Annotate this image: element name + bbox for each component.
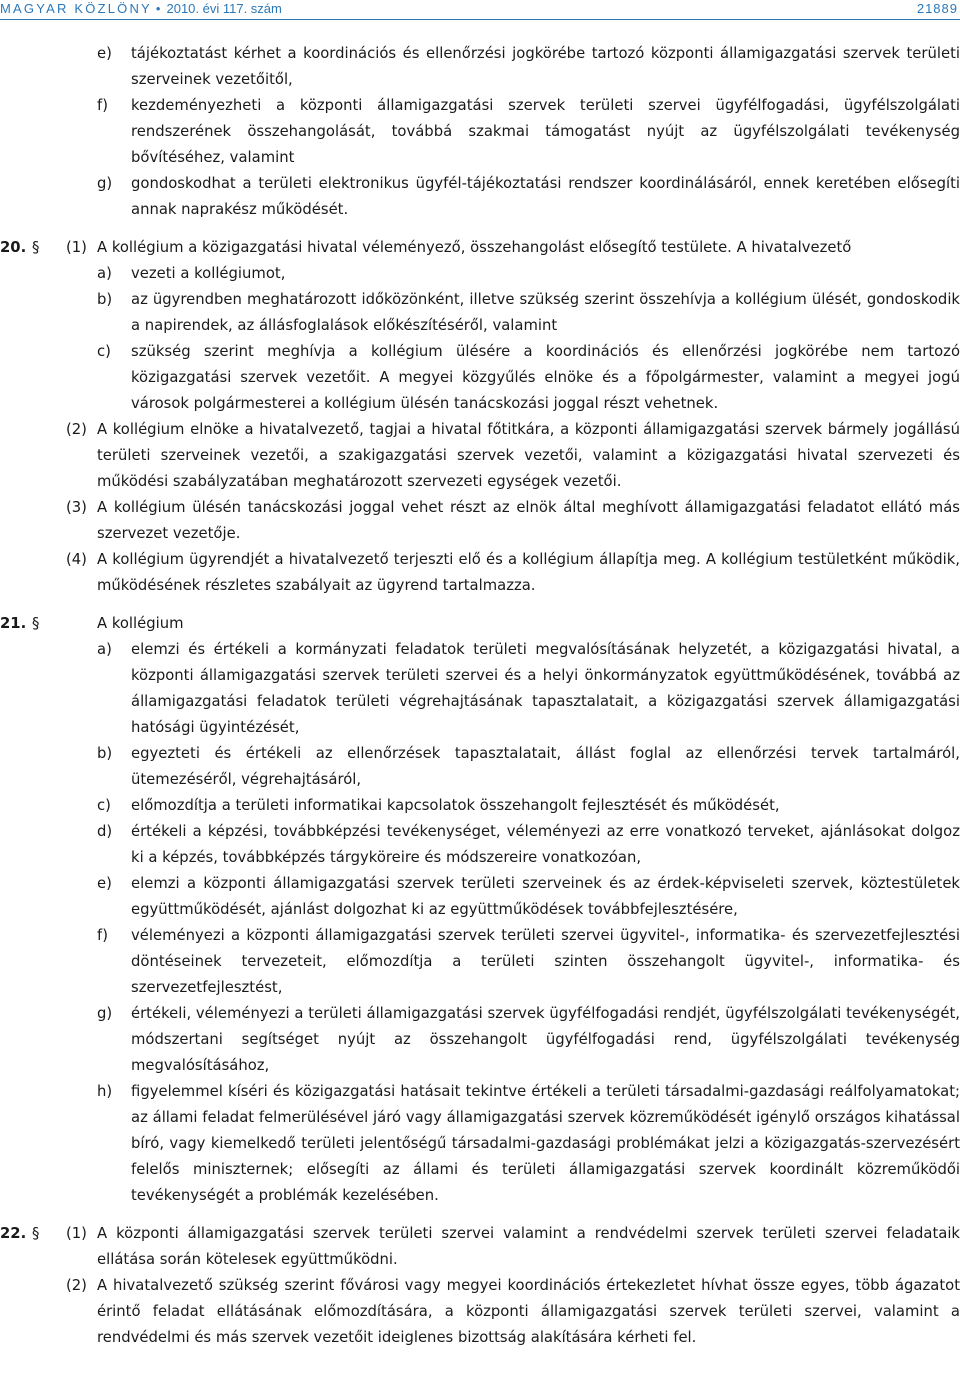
section-number: 21. <box>0 615 27 632</box>
item-text: értékeli a képzési, továbbképzési tevékenységet, véleményezi az erre vonatkozó terveket, ajánlásokat dolgoz ki a képzés, továbbképzés tárgyköreire és módszereire vonatkozóan, <box>131 823 960 866</box>
header-journal-info <box>0 1 282 16</box>
paragraph-number: (4) <box>66 551 87 568</box>
list-item <box>0 637 960 741</box>
section-symbol: § <box>32 239 40 256</box>
list-item <box>0 741 960 793</box>
paragraph-number: (2) <box>66 421 87 438</box>
header-bullet: • <box>155 1 161 16</box>
header-rule <box>0 19 960 20</box>
section-21-intro <box>0 611 960 637</box>
list-item <box>0 93 960 171</box>
paragraph-number: (3) <box>66 499 87 516</box>
item-label: e) <box>97 45 112 62</box>
list-item <box>0 261 960 287</box>
paragraph-text: A hivatalvezető szükség szerint fővárosi vagy megyei koordinációs értekezletet hívhat össze egyes, több ágazatot érintő feladat ellátásának előmozdítására, a központi államigazgatási szervek területi szervei, valamint a rendvédelmi és más szervek vezetőit ideiglenes bizottság alakítására kérheti fel. <box>97 1277 960 1346</box>
item-label: f) <box>97 927 108 944</box>
section-symbol: § <box>32 615 40 632</box>
issue-number: 2010. évi 117. szám <box>166 1 282 16</box>
item-text: értékeli, véleményezi a területi államigazgatási szervek ügyfélfogadási rendjét, ügyfélszolgálati tevékenységét, módszertani segítséget nyújt az összehangolt ügyfélfogadási rend, ügyfélszolgálati tevékenység megvalósításához, <box>131 1005 960 1074</box>
journal-title: MAGYAR KÖZLÖNY <box>0 1 152 16</box>
paragraph-text: A kollégium ülésén tanácskozási joggal vehet részt az elnök által meghívott államigazgatási feladatot ellátó más szervezet vezetője. <box>97 499 960 542</box>
list-item <box>0 1001 960 1079</box>
item-text: kezdeményezheti a központi államigazgatási szervek területi szervei ügyfélfogadási, ügyfélszolgálati rendszerének összehangolását, továbbá szakmai támogatást nyújt az ügyfélszolgálati tevékenység bővítéséhez, valamint <box>131 97 960 166</box>
section-20-para-3 <box>0 495 960 547</box>
paragraph-text: A központi államigazgatási szervek területi szervei valamint a rendvédelmi szervek területi szervei feladataik ellátása során kötelesek együttműködni. <box>97 1225 960 1268</box>
list-item <box>0 41 960 93</box>
item-text: véleményezi a központi államigazgatási szervek területi szervei ügyvitel-, informatika- és szervezetfejlesztési döntéseinek tervezeteit, előmozdítja a területi szinten összehangolt ügyvitel-, informatika- és szervezetfejlesztést, <box>131 927 960 996</box>
item-label: c) <box>97 797 111 814</box>
page-header <box>0 0 960 22</box>
list-item <box>0 171 960 223</box>
section-22-para-2 <box>0 1273 960 1351</box>
list-item <box>0 923 960 1001</box>
item-label: d) <box>97 823 113 840</box>
item-label: a) <box>97 265 112 282</box>
item-label: c) <box>97 343 111 360</box>
item-text: figyelemmel kíséri és közigazgatási hatásait tekintve értékeli a területi társadalmi-gazdasági reálfolyamatokat; az állami feladat felmerülésével járó vagy államigazgatási szervek közreműködését igénylő országos kihatással bíró, vagy kiemelkedő területi jelentőségű társadalmi-gazdasági problémákat jelzi a közigazgatás-szervezésért felelős miniszternek; elősegíti az állami és területi államigazgatási szervek koordinált közreműködői tevékenységét a problémák kezelésében. <box>131 1083 960 1204</box>
item-label: b) <box>97 291 113 308</box>
list-item <box>0 1079 960 1209</box>
item-text: az ügyrendben meghatározott időközönként, illetve szükség szerint összehívja a kollégium ülését, gondoskodik a napirendek, az állásfoglalások előkészítéséről, valamint <box>131 291 960 334</box>
item-label: b) <box>97 745 113 762</box>
section-number: 22. <box>0 1225 27 1242</box>
section-20-para-1 <box>0 235 960 261</box>
list-item <box>0 793 960 819</box>
item-label: h) <box>97 1083 113 1100</box>
item-text: gondoskodhat a területi elektronikus ügyfél-tájékoztatási rendszer koordinálásáról, ennek keretében elősegíti annak naprakész működését. <box>131 175 960 218</box>
item-text: előmozdítja a területi informatikai kapcsolatok összehangolt fejlesztését és működését, <box>131 797 780 814</box>
section-22-para-1 <box>0 1221 960 1273</box>
section-20-para-2 <box>0 417 960 495</box>
section-intro-text: A kollégium <box>97 615 184 632</box>
item-label: g) <box>97 175 113 192</box>
list-item <box>0 871 960 923</box>
item-text: elemzi és értékeli a kormányzati feladatok területi megvalósításának helyzetét, a közigazgatási hivatal, a központi államigazgatási szervek területi szervei és a helyi önkormányzatok együttműködésének, továbbá az államigazgatási feladatok területi végrehajtásának tapasztalatait, a közigazgatási szervek államigazgatási hatósági ügyintézését, <box>131 641 960 736</box>
section-symbol: § <box>32 1225 40 1242</box>
list-item <box>0 287 960 339</box>
page-number: 21889 <box>916 1 958 16</box>
paragraph-number: (1) <box>66 1225 87 1242</box>
item-text: elemzi a központi államigazgatási szervek területi szerveinek és az érdek-képviseleti szervek, köztestületek együttműködését, ajánlást dolgozhat ki az együttműködések továbbfejlesztésére, <box>131 875 960 918</box>
item-text: tájékoztatást kérhet a koordinációs és ellenőrzési jogkörébe tartozó központi államigazgatási szervek területi szerveinek vezetőitől, <box>131 45 960 88</box>
paragraph-text: A kollégium a közigazgatási hivatal véleményező, összehangolást elősegítő testülete. A hivatalvezető <box>97 239 852 256</box>
list-item <box>0 819 960 871</box>
item-text: szükség szerint meghívja a kollégium ülésére a koordinációs és ellenőrzési jogkörébe nem tartozó közigazgatási szervek vezetőit. A megyei közgyűlés elnöke és a főpolgármester, valamint a megyei jogú városok polgármesterei a kollégium ülésén tanácskozási joggal részt vehetnek. <box>131 343 960 412</box>
item-label: g) <box>97 1005 113 1022</box>
section-20-para-4 <box>0 547 960 599</box>
item-label: a) <box>97 641 112 658</box>
paragraph-text: A kollégium ügyrendjét a hivatalvezető terjeszti elő és a kollégium állapítja meg. A kollégium testületként működik, működésének részletes szabályait az ügyrend tartalmazza. <box>97 551 960 594</box>
list-item <box>0 339 960 417</box>
paragraph-text: A kollégium elnöke a hivatalvezető, tagjai a hivatal főtitkára, a központi államigazgatási szervek bármely jogállású területi szerveinek vezetői, a szakigazgatási szervek vezetői, valamint a közigazgatási hivatal szervezeti és működési szabályzatában meghatározott szervezeti egységek vezetői. <box>97 421 960 490</box>
document-body <box>0 41 960 1351</box>
item-text: egyezteti és értékeli az ellenőrzések tapasztalatait, állást foglal az ellenőrzési tervek tartalmáról, ütemezéséről, végrehajtásáról, <box>131 745 960 788</box>
section-number: 20. <box>0 239 27 256</box>
item-label: f) <box>97 97 108 114</box>
item-label: e) <box>97 875 112 892</box>
paragraph-number: (2) <box>66 1277 87 1294</box>
paragraph-number: (1) <box>66 239 87 256</box>
item-text: vezeti a kollégiumot, <box>131 265 286 282</box>
